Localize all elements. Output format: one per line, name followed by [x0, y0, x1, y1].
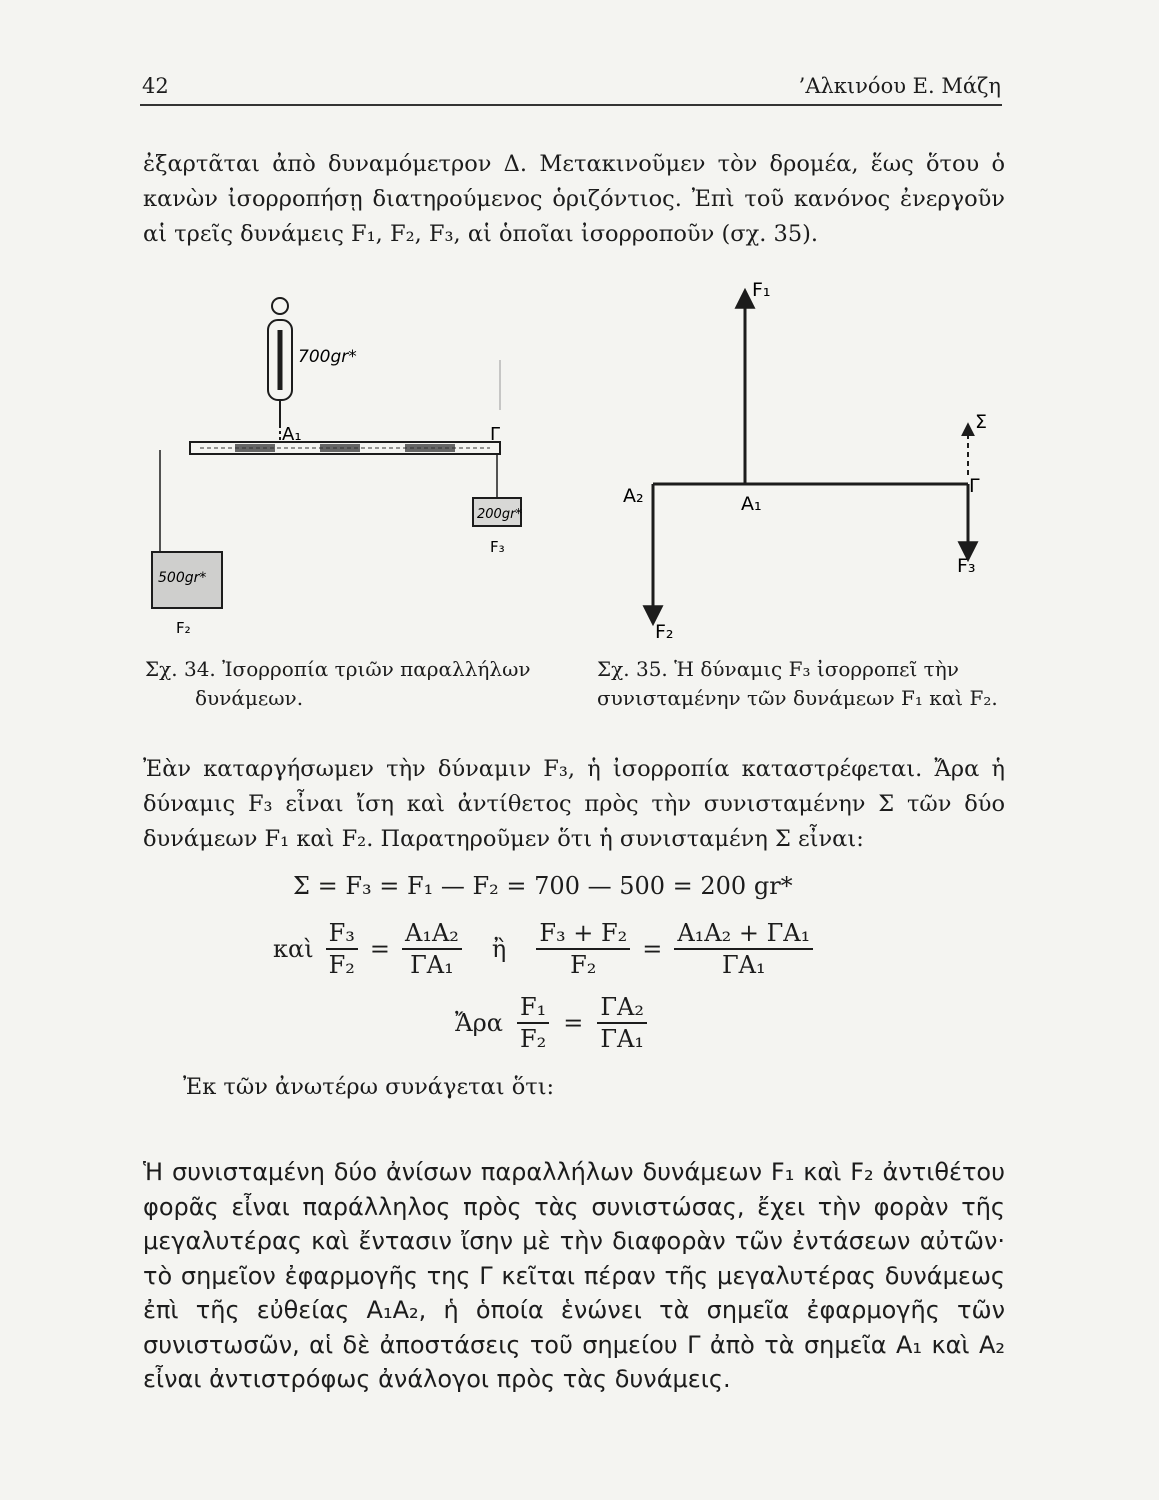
dynamometer-reading: 700gr*: [298, 347, 357, 367]
header-rule: [140, 104, 1002, 106]
fraction-f1-f2: $\frac{\text{F₁}}{\text{F₂}}$: [517, 992, 549, 1054]
fig35-label-a1: A₁: [741, 493, 762, 515]
fig35-label-f2: F₂: [655, 621, 674, 643]
fig34-label-f3: F₃: [490, 538, 505, 556]
fig34-label-f2: F₂: [176, 619, 191, 637]
equation-conclusion-row: Ἄρα $\frac{\text{F₁}}{\text{F₂}}$ = $\frac{\text{ΓA₂}}{\text{ΓA₁}}$: [455, 992, 647, 1054]
page-number: 42: [142, 74, 169, 98]
fig35-label-a2: A₂: [623, 485, 644, 507]
figure-35: [595, 270, 1015, 645]
caption-fig34: Σχ. 34. Ἰσορροπία τριῶν παραλλήλων δυνάμεων.: [145, 657, 531, 710]
fig35-label-sigma: Σ: [975, 411, 988, 433]
paragraph-conclusion: Ἡ συνισταμένη δύο ἀνίσων παραλλήλων δυνάμεων F₁ καὶ F₂ ἀντιθέτου φορᾶς εἶναι παράλληλος πρὸς τὰς συνιστώσας, ἔχει τὴν φορὰν τῆς μεγαλυτέρας καὶ ἔντασιν ἴσην μὲ τὴν διαφορὰν τῶν ἐντάσεων αὐτῶν· τὸ σημεῖον ἐφαρμογῆς της Γ κεῖται πέραν τῆς μεγαλυτέρας δυνάμεως ἐπὶ τῆς εὐθείας A₁A₂, ἡ ὁποία ἑνώνει τὰ σημεῖα ἐφαρμογῆς τῶν συνιστωσῶν, αἱ δὲ ἀποστάσεις τοῦ σημείου Γ ἀπὸ τὰ σημεῖα A₁ καὶ A₂ εἶναι ἀντιστρόφως ἀνάλογοι πρὸς τὰς δυνάμεις.: [143, 1158, 1005, 1393]
fraction-a1a2-ga1: $\frac{\text{A₁A₂}}{\text{ΓA₁}}$: [402, 918, 462, 980]
fraction-ga2-ga1: $\frac{\text{ΓA₂}}{\text{ΓA₁}}$: [597, 992, 647, 1054]
fig34-label-a1: A₁: [282, 424, 302, 445]
equation-ratio-row: καὶ $\frac{\text{F₃}}{\text{F₂}}$ = $\frac{\text{A₁A₂}}{\text{ΓA₁}}$ ἢ $\frac{\text{F₃ + F₂}}{\text{F₂}}$ = $\frac{\text{A₁A₂ + ΓA₁}}{\text{ΓA₁}}$: [273, 918, 813, 980]
fig34-label-g: Γ: [490, 424, 501, 445]
fraction-f3-f2: $\frac{\text{F₃}}{\text{F₂}}$: [326, 918, 358, 980]
paragraph-intro: ἐξαρτᾶται ἀπὸ δυναμόμετρον Δ. Μετακινοῦμεν τὸν δρομέα, ἕως ὅτου ὁ κανὼν ἰσορροπήσῃ διατηρούμενος ὁριζόντιος. Ἐπὶ τοῦ κανόνος ἐνεργοῦν αἱ τρεῖς δυνάμεις F₁, F₂, F₃, αἱ ὁποῖαι ἰσορροποῦν (σχ. 35).: [143, 151, 1005, 247]
fraction-sum-ga1: $\frac{\text{A₁A₂ + ΓA₁}}{\text{ΓA₁}}$: [674, 918, 813, 980]
running-title: ’Αλκινόου Ε. Μάζη: [798, 74, 1001, 98]
equation-sum: Σ = F₃ = F₁ — F₂ = 700 — 500 = 200 gr*: [293, 872, 793, 900]
lead-in: Ἐκ τῶν ἀνωτέρω συνάγεται ὅτι:: [183, 1074, 555, 1100]
fig35-label-f1: F₁: [752, 279, 771, 301]
paragraph-resultant: Ἐὰν καταργήσωμεν τὴν δύναμιν F₃, ἡ ἰσορροπία καταστρέφεται. Ἄρα ἡ δύναμις F₃ εἶναι ἴση καὶ ἀντίθετος πρὸς τὴν συνισταμένην Σ τῶν δύο δυνάμεων F₁ καὶ F₂. Παρατηροῦμεν ὅτι ἡ συνισταμένη Σ εἶναι:: [143, 756, 1005, 852]
dynamometer-ring: [272, 298, 288, 314]
caption-fig35: Σχ. 35. Ἡ δύναμις F₃ ἰσορροπεῖ τὴν συνισταμένην τῶν δυνάμεων F₁ καὶ F₂.: [597, 657, 998, 710]
figure-34: [140, 290, 580, 650]
fig35-label-f3: F₃: [957, 555, 976, 577]
weight-large-label: 500gr*: [158, 570, 207, 586]
weight-small-label: 200gr*: [477, 507, 522, 522]
fig35-label-g: Γ: [969, 475, 980, 497]
fraction-sum-f2: $\frac{\text{F₃ + F₂}}{\text{F₂}}$: [536, 918, 630, 980]
